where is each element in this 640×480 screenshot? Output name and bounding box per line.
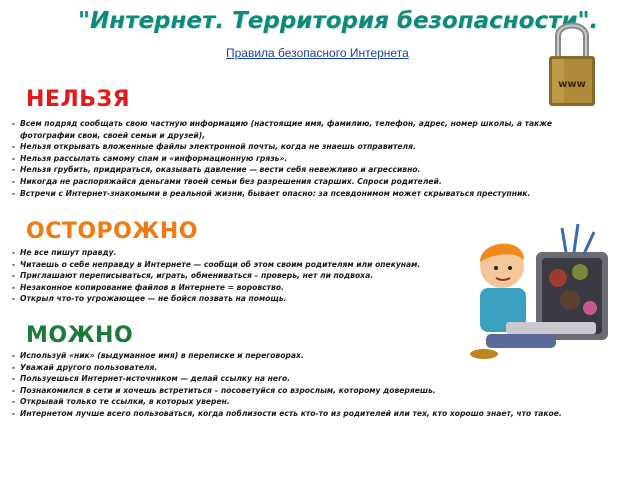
list-item: - Используй «ник» (выдуманное имя) в переписке и переговорах. <box>12 350 622 362</box>
heading-ostorozhno: ОСТОРОЖНО <box>26 219 198 244</box>
list-item: - Приглашают переписываться, играть, обмениваться – проверь, нет ли подвоха. <box>12 270 462 282</box>
rules-link[interactable]: Правила безопасного Интернета <box>226 46 409 60</box>
list-item: - Никогда не распоряжайся деньгами твоей семьи без разрешения старших. Спроси родителей. <box>12 176 602 188</box>
list-item: - Интернетом лучше всего пользоваться, когда поблизости есть кто-то из родителей или тех, кто хорошо знает, что такое. <box>12 408 622 420</box>
list-item: - Пользуешься Интернет-источником — делай ссылку на него. <box>12 373 622 385</box>
page-title: "Интернет. Территория безопасности". <box>78 8 599 34</box>
boy-at-computer-illustration <box>466 222 614 364</box>
list-nelzya <box>12 118 602 199</box>
heading-nelzya: НЕЛЬЗЯ <box>26 87 131 112</box>
list-item: - Нельзя рассылать самому спам и «информационную грязь». <box>12 153 602 165</box>
list-item: - Уважай другого пользователя. <box>12 362 622 374</box>
padlock-icon <box>546 14 598 108</box>
list-item: - Нельзя грубить, придираться, оказывать давление — вести себя невежливо и агрессивно. <box>12 164 602 176</box>
heading-mozhno: МОЖНО <box>26 323 134 348</box>
list-item: - Не все пишут правду. <box>12 247 462 259</box>
list-item: - Незаконное копирование файлов в Интернете = воровство. <box>12 282 462 294</box>
list-item: - Открыл что-то угрожающее — не бойся позвать на помощь. <box>12 293 462 305</box>
list-mozhno <box>12 350 622 420</box>
list-item: - Открывай только те ссылки, в которых уверен. <box>12 396 622 408</box>
list-item: - Всем подряд сообщать свою частную информацию (настоящие имя, фамилию, телефон, адрес, номер школы, а также фотографии свои, своей семьи и друзей), <box>12 118 602 141</box>
list-item: - Познакомился в сети и хочешь встретиться – посоветуйся со взрослым, которому доверяешь. <box>12 385 622 397</box>
list-item: - Нельзя открывать вложенные файлы электронной почты, когда не знаешь отправителя. <box>12 141 602 153</box>
list-item: - Читаешь о себе неправду в Интернете — сообщи об этом своим родителям или опекунам. <box>12 259 462 271</box>
lock-www-label: www <box>558 79 586 90</box>
list-ostorozhno <box>12 247 462 305</box>
list-item: - Встречи с Интернет-знакомыми в реальной жизни, бывает опасно: за псевдонимом может скрываться преступник. <box>12 188 602 200</box>
